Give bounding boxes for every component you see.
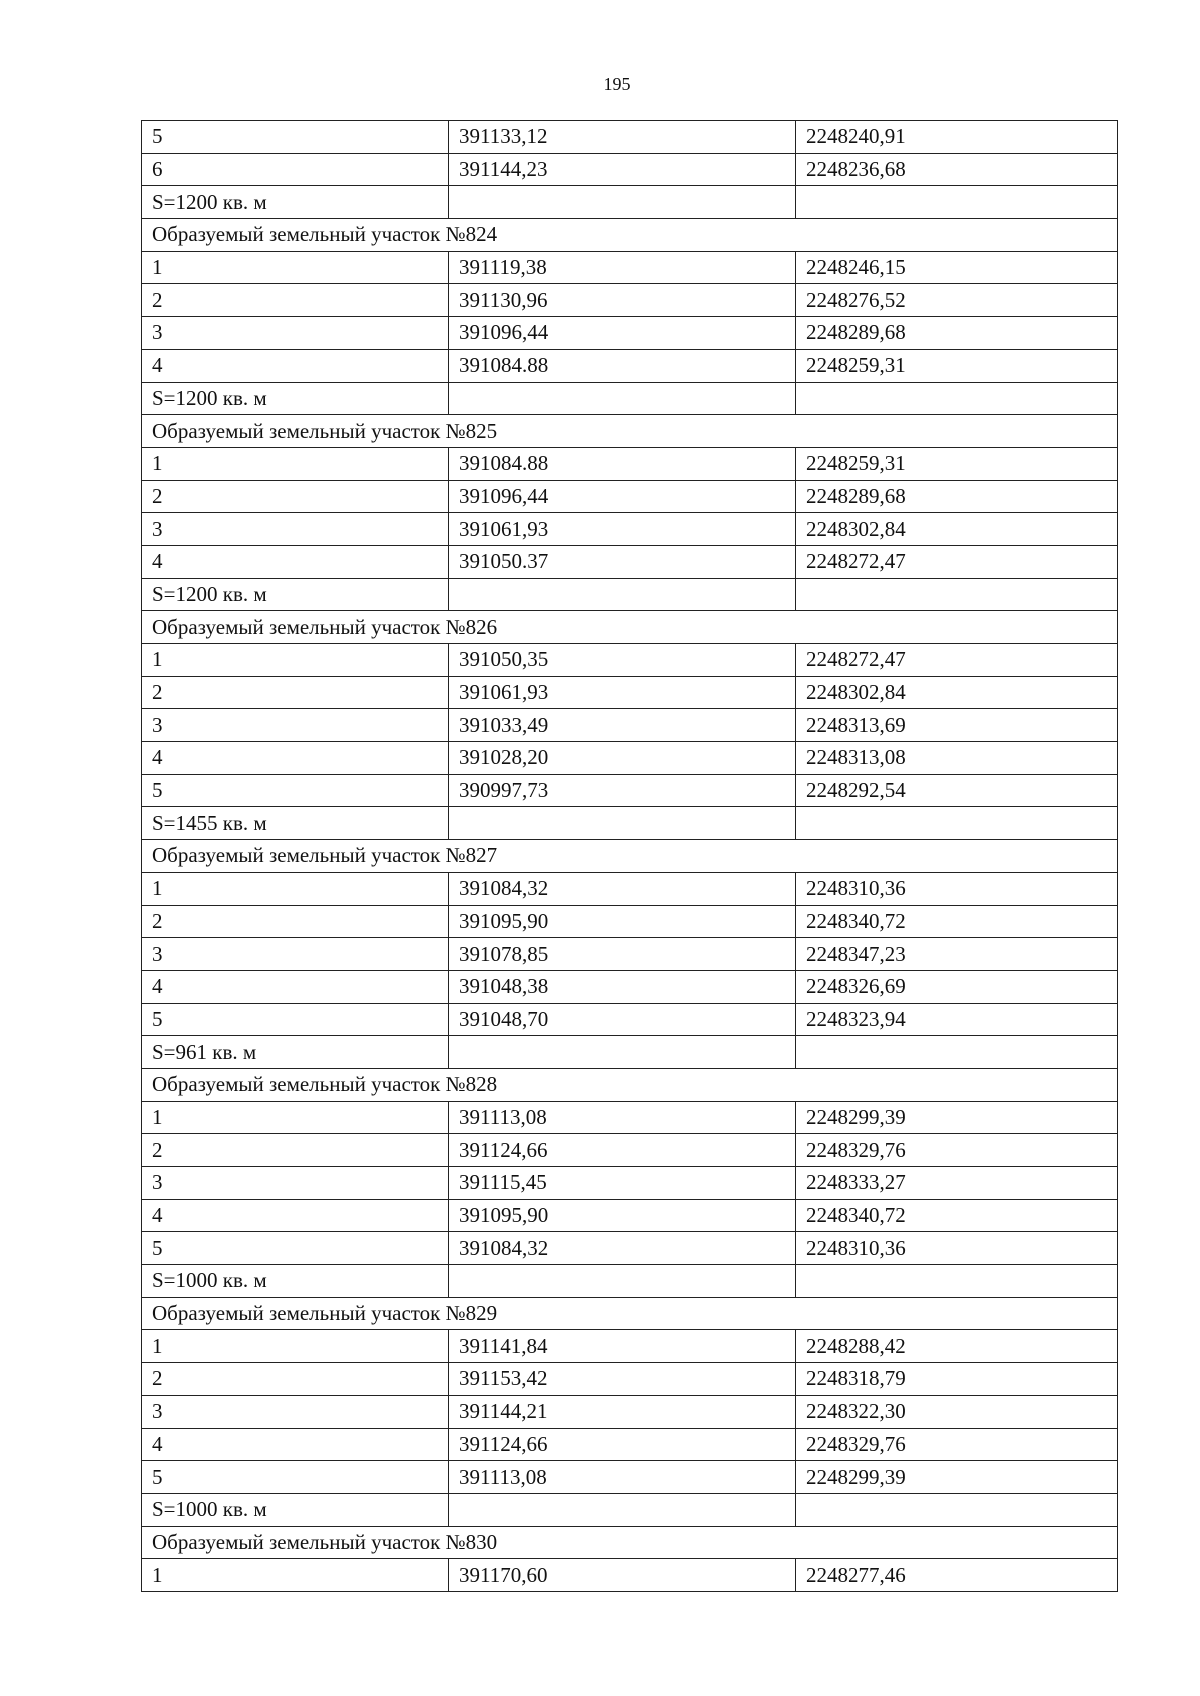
x-coordinate-cell: 391084.88 — [449, 447, 796, 480]
y-coordinate-cell: 2248292,54 — [796, 774, 1118, 807]
point-row — [142, 1395, 1118, 1428]
area-cell: S=1200 кв. м — [142, 382, 449, 415]
empty-cell — [449, 1036, 796, 1069]
parcel-heading-cell: Образуемый земельный участок №828 — [142, 1068, 1118, 1101]
point-row — [142, 1134, 1118, 1167]
parcel-heading-row — [142, 1297, 1118, 1330]
parcel-heading-cell: Образуемый земельный участок №827 — [142, 840, 1118, 873]
point-number-cell: 1 — [142, 1101, 449, 1134]
point-row — [142, 447, 1118, 480]
point-number-cell: 3 — [142, 317, 449, 350]
point-row — [142, 349, 1118, 382]
point-number-cell: 1 — [142, 1330, 449, 1363]
y-coordinate-cell: 2248329,76 — [796, 1134, 1118, 1167]
empty-cell — [796, 1493, 1118, 1526]
x-coordinate-cell: 391078,85 — [449, 938, 796, 971]
parcel-heading-row — [142, 219, 1118, 252]
parcel-heading-cell: Образуемый земельный участок №830 — [142, 1526, 1118, 1559]
point-number-cell: 4 — [142, 1428, 449, 1461]
parcel-heading-row — [142, 1068, 1118, 1101]
point-number-cell: 1 — [142, 872, 449, 905]
area-row — [142, 186, 1118, 219]
y-coordinate-cell: 2248288,42 — [796, 1330, 1118, 1363]
point-number-cell: 3 — [142, 709, 449, 742]
point-row — [142, 1461, 1118, 1494]
y-coordinate-cell: 2248318,79 — [796, 1363, 1118, 1396]
area-cell: S=1200 кв. м — [142, 578, 449, 611]
empty-cell — [796, 186, 1118, 219]
parcel-heading-row — [142, 611, 1118, 644]
point-row — [142, 1232, 1118, 1265]
area-cell: S=1200 кв. м — [142, 186, 449, 219]
parcel-heading-cell: Образуемый земельный участок №824 — [142, 219, 1118, 252]
point-row — [142, 1199, 1118, 1232]
y-coordinate-cell: 2248276,52 — [796, 284, 1118, 317]
point-number-cell: 5 — [142, 1232, 449, 1265]
page-number: 195 — [603, 74, 631, 94]
x-coordinate-cell: 391170,60 — [449, 1559, 796, 1592]
point-number-cell: 4 — [142, 970, 449, 1003]
y-coordinate-cell: 2248322,30 — [796, 1395, 1118, 1428]
area-row — [142, 807, 1118, 840]
point-number-cell: 2 — [142, 1134, 449, 1167]
x-coordinate-cell: 391096,44 — [449, 480, 796, 513]
point-row — [142, 284, 1118, 317]
y-coordinate-cell: 2248340,72 — [796, 1199, 1118, 1232]
point-number-cell: 2 — [142, 284, 449, 317]
point-number-cell: 2 — [142, 676, 449, 709]
point-row — [142, 1101, 1118, 1134]
x-coordinate-cell: 391096,44 — [449, 317, 796, 350]
x-coordinate-cell: 391033,49 — [449, 709, 796, 742]
area-row — [142, 578, 1118, 611]
point-row — [142, 480, 1118, 513]
y-coordinate-cell: 2248340,72 — [796, 905, 1118, 938]
point-row — [142, 1363, 1118, 1396]
point-row — [142, 251, 1118, 284]
point-row — [142, 1559, 1118, 1592]
point-number-cell: 4 — [142, 1199, 449, 1232]
point-number-cell: 1 — [142, 644, 449, 677]
area-row — [142, 382, 1118, 415]
empty-cell — [449, 807, 796, 840]
area-cell: S=961 кв. м — [142, 1036, 449, 1069]
coordinates-table — [141, 120, 1118, 1592]
point-number-cell: 2 — [142, 480, 449, 513]
point-number-cell: 3 — [142, 1395, 449, 1428]
point-row — [142, 970, 1118, 1003]
point-number-cell: 6 — [142, 153, 449, 186]
x-coordinate-cell: 391113,08 — [449, 1461, 796, 1494]
point-number-cell: 3 — [142, 1167, 449, 1200]
point-number-cell: 5 — [142, 121, 449, 154]
empty-cell — [449, 578, 796, 611]
y-coordinate-cell: 2248347,23 — [796, 938, 1118, 971]
empty-cell — [449, 382, 796, 415]
point-row — [142, 317, 1118, 350]
y-coordinate-cell: 2248326,69 — [796, 970, 1118, 1003]
point-number-cell: 4 — [142, 349, 449, 382]
x-coordinate-cell: 391061,93 — [449, 676, 796, 709]
y-coordinate-cell: 2248259,31 — [796, 349, 1118, 382]
x-coordinate-cell: 391133,12 — [449, 121, 796, 154]
y-coordinate-cell: 2248323,94 — [796, 1003, 1118, 1036]
x-coordinate-cell: 391084.88 — [449, 349, 796, 382]
point-row — [142, 938, 1118, 971]
point-row — [142, 1167, 1118, 1200]
x-coordinate-cell: 391141,84 — [449, 1330, 796, 1363]
y-coordinate-cell: 2248302,84 — [796, 513, 1118, 546]
point-row — [142, 872, 1118, 905]
point-number-cell: 2 — [142, 1363, 449, 1396]
point-row — [142, 513, 1118, 546]
y-coordinate-cell: 2248302,84 — [796, 676, 1118, 709]
point-number-cell: 1 — [142, 251, 449, 284]
x-coordinate-cell: 391048,70 — [449, 1003, 796, 1036]
x-coordinate-cell: 391124,66 — [449, 1134, 796, 1167]
point-row — [142, 1330, 1118, 1363]
point-row — [142, 676, 1118, 709]
y-coordinate-cell: 2248272,47 — [796, 545, 1118, 578]
empty-cell — [796, 578, 1118, 611]
x-coordinate-cell: 391084,32 — [449, 872, 796, 905]
point-row — [142, 742, 1118, 775]
area-row — [142, 1493, 1118, 1526]
y-coordinate-cell: 2248310,36 — [796, 872, 1118, 905]
x-coordinate-cell: 391119,38 — [449, 251, 796, 284]
parcel-heading-cell: Образуемый земельный участок №825 — [142, 415, 1118, 448]
x-coordinate-cell: 391084,32 — [449, 1232, 796, 1265]
y-coordinate-cell: 2248299,39 — [796, 1101, 1118, 1134]
y-coordinate-cell: 2248299,39 — [796, 1461, 1118, 1494]
x-coordinate-cell: 391095,90 — [449, 1199, 796, 1232]
point-number-cell: 4 — [142, 742, 449, 775]
point-row — [142, 121, 1118, 154]
x-coordinate-cell: 390997,73 — [449, 774, 796, 807]
empty-cell — [796, 1036, 1118, 1069]
empty-cell — [449, 186, 796, 219]
area-row — [142, 1036, 1118, 1069]
point-row — [142, 1428, 1118, 1461]
x-coordinate-cell: 391095,90 — [449, 905, 796, 938]
y-coordinate-cell: 2248272,47 — [796, 644, 1118, 677]
x-coordinate-cell: 391050.37 — [449, 545, 796, 578]
point-number-cell: 2 — [142, 905, 449, 938]
y-coordinate-cell: 2248333,27 — [796, 1167, 1118, 1200]
point-number-cell: 1 — [142, 1559, 449, 1592]
x-coordinate-cell: 391115,45 — [449, 1167, 796, 1200]
empty-cell — [796, 1265, 1118, 1298]
y-coordinate-cell: 2248259,31 — [796, 447, 1118, 480]
point-row — [142, 774, 1118, 807]
x-coordinate-cell: 391061,93 — [449, 513, 796, 546]
y-coordinate-cell: 2248240,91 — [796, 121, 1118, 154]
point-row — [142, 905, 1118, 938]
x-coordinate-cell: 391113,08 — [449, 1101, 796, 1134]
area-row — [142, 1265, 1118, 1298]
area-cell: S=1000 кв. м — [142, 1493, 449, 1526]
empty-cell — [796, 382, 1118, 415]
y-coordinate-cell: 2248289,68 — [796, 480, 1118, 513]
y-coordinate-cell: 2248329,76 — [796, 1428, 1118, 1461]
empty-cell — [449, 1265, 796, 1298]
empty-cell — [449, 1493, 796, 1526]
point-number-cell: 5 — [142, 1461, 449, 1494]
y-coordinate-cell: 2248313,08 — [796, 742, 1118, 775]
point-row — [142, 545, 1118, 578]
parcel-heading-row — [142, 1526, 1118, 1559]
point-row — [142, 1003, 1118, 1036]
parcel-heading-cell: Образуемый земельный участок №826 — [142, 611, 1118, 644]
point-row — [142, 644, 1118, 677]
point-number-cell: 3 — [142, 513, 449, 546]
x-coordinate-cell: 391130,96 — [449, 284, 796, 317]
x-coordinate-cell: 391153,42 — [449, 1363, 796, 1396]
x-coordinate-cell: 391124,66 — [449, 1428, 796, 1461]
x-coordinate-cell: 391050,35 — [449, 644, 796, 677]
y-coordinate-cell: 2248289,68 — [796, 317, 1118, 350]
y-coordinate-cell: 2248246,15 — [796, 251, 1118, 284]
point-row — [142, 153, 1118, 186]
parcel-heading-row — [142, 840, 1118, 873]
x-coordinate-cell: 391048,38 — [449, 970, 796, 1003]
empty-cell — [796, 807, 1118, 840]
area-cell: S=1000 кв. м — [142, 1265, 449, 1298]
parcel-heading-cell: Образуемый земельный участок №829 — [142, 1297, 1118, 1330]
x-coordinate-cell: 391028,20 — [449, 742, 796, 775]
point-row — [142, 709, 1118, 742]
point-number-cell: 5 — [142, 774, 449, 807]
y-coordinate-cell: 2248236,68 — [796, 153, 1118, 186]
point-number-cell: 3 — [142, 938, 449, 971]
y-coordinate-cell: 2248310,36 — [796, 1232, 1118, 1265]
parcel-heading-row — [142, 415, 1118, 448]
y-coordinate-cell: 2248277,46 — [796, 1559, 1118, 1592]
point-number-cell: 5 — [142, 1003, 449, 1036]
point-number-cell: 1 — [142, 447, 449, 480]
point-number-cell: 4 — [142, 545, 449, 578]
x-coordinate-cell: 391144,23 — [449, 153, 796, 186]
x-coordinate-cell: 391144,21 — [449, 1395, 796, 1428]
area-cell: S=1455 кв. м — [142, 807, 449, 840]
y-coordinate-cell: 2248313,69 — [796, 709, 1118, 742]
